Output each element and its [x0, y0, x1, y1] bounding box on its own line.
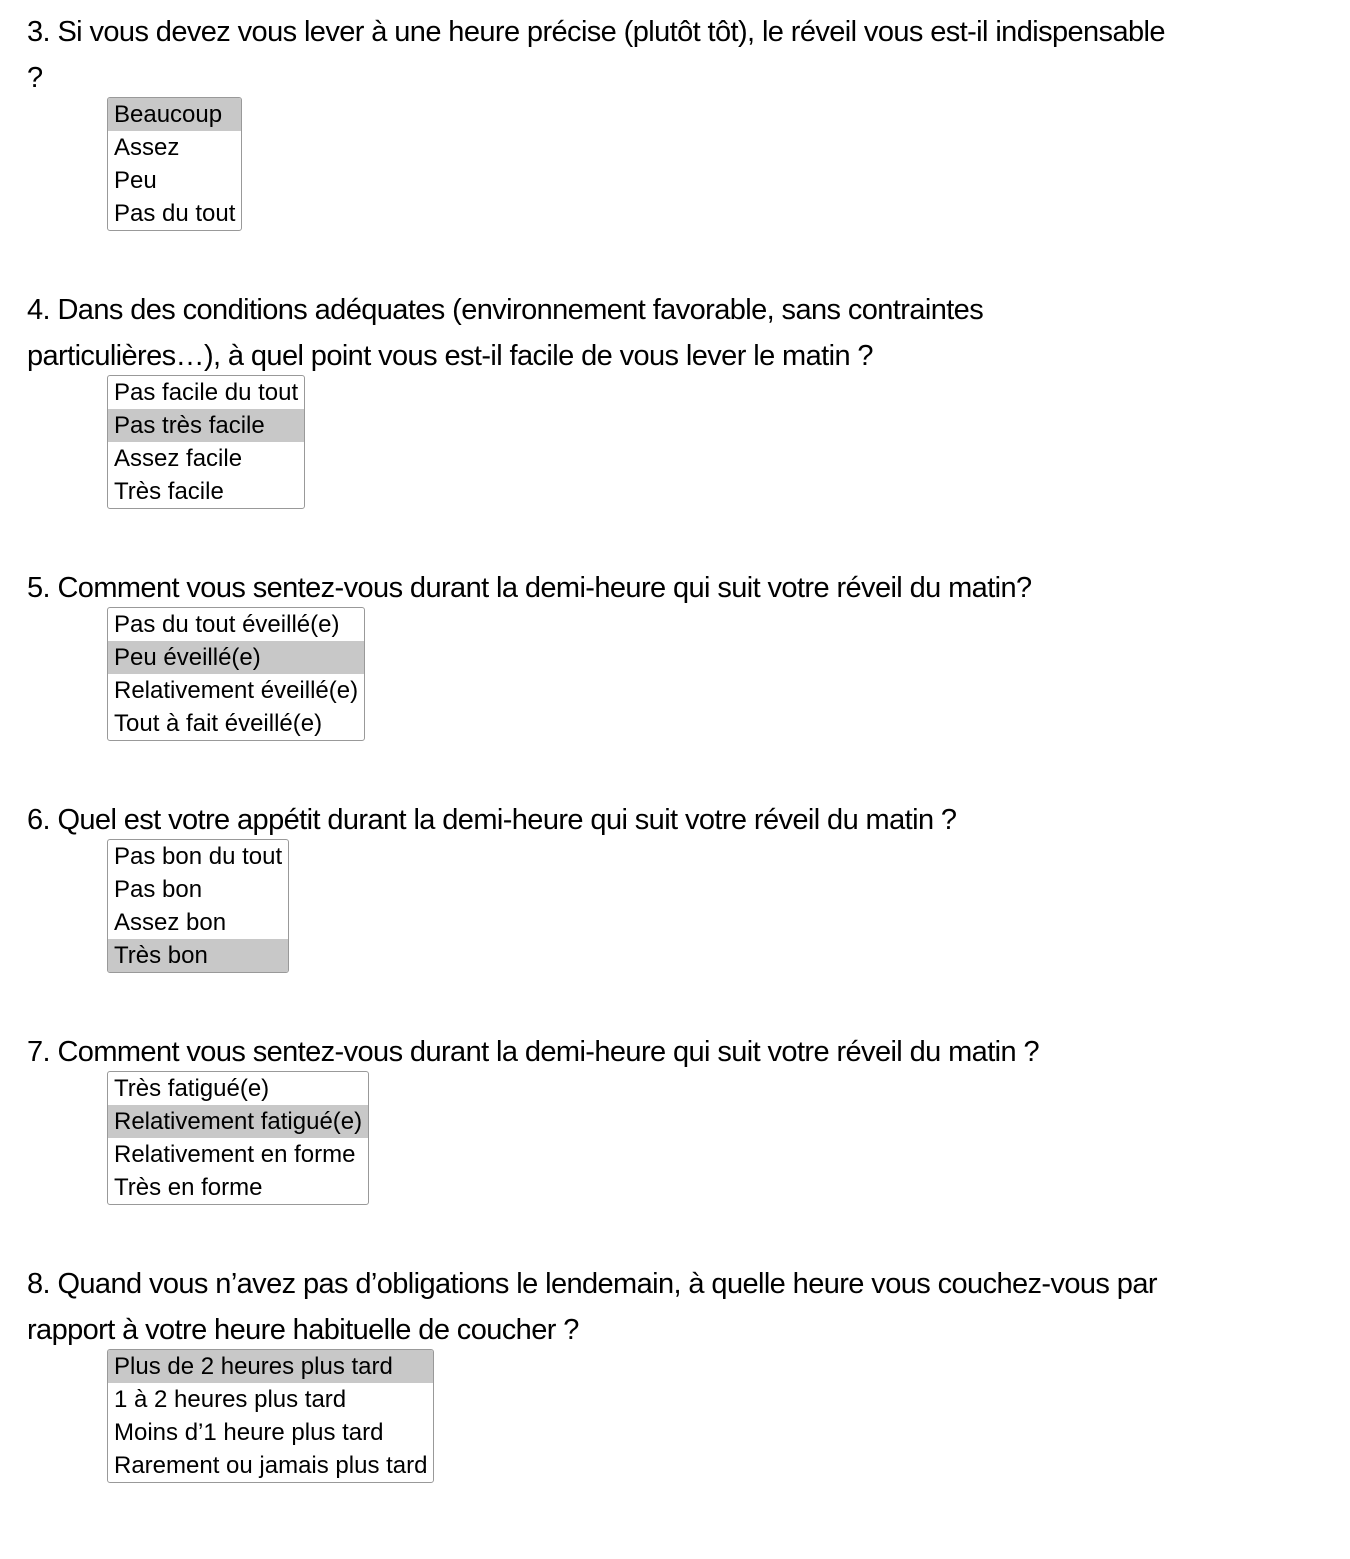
listbox-option[interactable]: 1 à 2 heures plus tard [114, 1386, 347, 1413]
question-3-text [27, 9, 1330, 101]
listbox-option[interactable]: Pas du tout éveillé(e) [114, 611, 340, 638]
question-text-line: 6. Quel est votre appétit durant la demi-heure qui suit votre réveil du matin ? [27, 804, 957, 836]
listbox-option[interactable]: Très facile [114, 478, 224, 505]
listbox-option[interactable]: Rarement ou jamais plus tard [114, 1452, 428, 1479]
question-6-text [27, 797, 1330, 843]
listbox-option[interactable]: Relativement éveillé(e) [114, 677, 359, 704]
question-7 [27, 1029, 1330, 1205]
listbox-option[interactable]: Assez facile [114, 445, 243, 472]
question-text-line: 3. Si vous devez vous lever à une heure précise (plutôt tôt), le réveil vous est-il indispensable [27, 16, 1165, 48]
listbox-option[interactable]: Pas du tout [114, 200, 236, 227]
listbox-option[interactable]: Pas bon du tout [114, 843, 283, 870]
question-7-text [27, 1029, 1330, 1075]
question-5-listbox[interactable] [107, 607, 365, 741]
listbox-option[interactable]: Beaucoup [108, 98, 241, 131]
listbox-option[interactable]: Assez [114, 134, 180, 161]
listbox-option[interactable]: Très bon [108, 939, 288, 972]
listbox-option[interactable]: Pas bon [114, 876, 203, 903]
question-text-line: 5. Comment vous sentez-vous durant la demi-heure qui suit votre réveil du matin? [27, 572, 1032, 604]
listbox-option[interactable]: Très en forme [114, 1174, 263, 1201]
question-4 [27, 287, 1330, 509]
listbox-option[interactable]: Pas très facile [108, 409, 304, 442]
listbox-option[interactable]: Relativement fatigué(e) [108, 1105, 368, 1138]
question-text-line: 7. Comment vous sentez-vous durant la demi-heure qui suit votre réveil du matin ? [27, 1036, 1040, 1068]
question-text-line: particulières…), à quel point vous est-il facile de vous lever le matin ? [27, 340, 873, 372]
question-8-listbox[interactable] [107, 1349, 434, 1483]
question-8 [27, 1261, 1330, 1483]
question-8-text [27, 1261, 1330, 1353]
listbox-option[interactable]: Peu éveillé(e) [108, 641, 364, 674]
questionnaire-page [27, 9, 1330, 1483]
question-3 [27, 9, 1330, 231]
listbox-option[interactable]: Pas facile du tout [114, 379, 299, 406]
listbox-option[interactable]: Plus de 2 heures plus tard [108, 1350, 433, 1383]
question-text-line: rapport à votre heure habituelle de coucher ? [27, 1314, 579, 1346]
question-5-text [27, 565, 1330, 611]
question-3-listbox[interactable] [107, 97, 242, 231]
listbox-option[interactable]: Moins d’1 heure plus tard [114, 1419, 384, 1446]
question-text-line: ? [27, 62, 43, 94]
question-6-listbox[interactable] [107, 839, 289, 973]
question-text-line: 8. Quand vous n’avez pas d’obligations le lendemain, à quelle heure vous couchez-vous par [27, 1268, 1157, 1300]
listbox-option[interactable]: Très fatigué(e) [114, 1075, 270, 1102]
question-5 [27, 565, 1330, 741]
question-text-line: 4. Dans des conditions adéquates (environnement favorable, sans contraintes [27, 294, 984, 326]
listbox-option[interactable]: Tout à fait éveillé(e) [114, 710, 323, 737]
listbox-option[interactable]: Relativement en forme [114, 1141, 356, 1168]
question-7-listbox[interactable] [107, 1071, 369, 1205]
listbox-option[interactable]: Assez bon [114, 909, 227, 936]
question-4-text [27, 287, 1330, 379]
question-6 [27, 797, 1330, 973]
listbox-option[interactable]: Peu [114, 167, 157, 194]
question-4-listbox[interactable] [107, 375, 305, 509]
